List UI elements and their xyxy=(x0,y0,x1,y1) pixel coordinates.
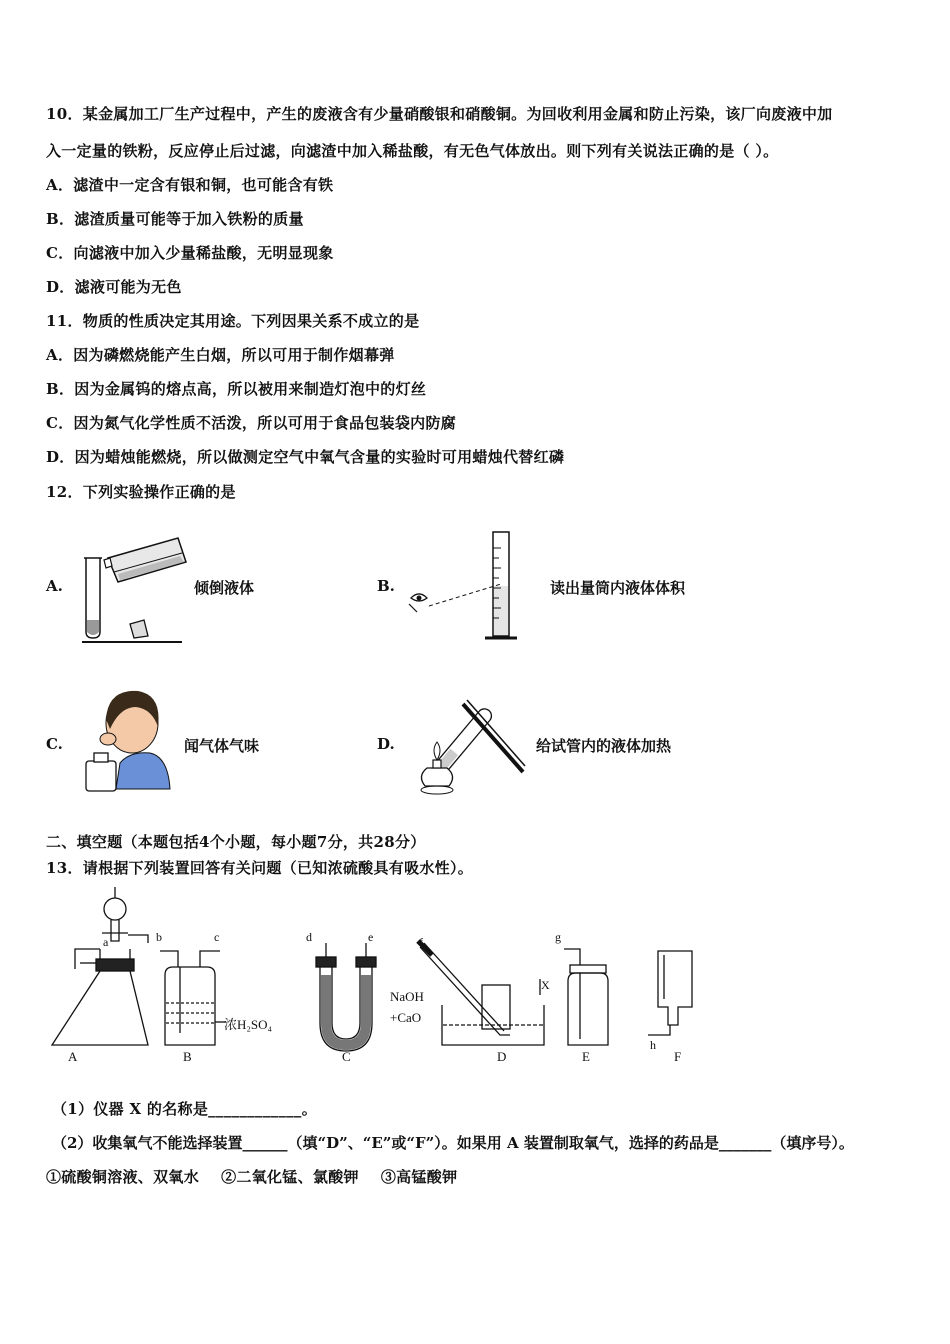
smelling-gas-figure xyxy=(80,683,175,793)
q12-option-c-caption: 闻气体气味 xyxy=(184,737,260,755)
q12-stem: 12．下列实验操作正确的是 xyxy=(46,483,236,501)
reagent-b: 浓H₂SO₄ xyxy=(224,1017,273,1032)
q13-apparatus-figure xyxy=(40,885,720,1070)
q10-stem-line2: 入一定量的铁粉，反应停止后过滤，向滤渣中加入稀盐酸，有无色气体放出。则下列有关说法正确的是（ ）。 xyxy=(46,142,779,160)
q12-option-b-label: B. xyxy=(377,577,395,595)
q13-choices: ①硫酸铜溶液、双氧水 ②二氧化锰、氯酸钾 ③高锰酸钾 xyxy=(46,1168,458,1186)
port-label-x: X xyxy=(541,978,550,992)
apparatus-label-d: D xyxy=(497,1049,507,1064)
q12-option-a-caption: 倾倒液体 xyxy=(194,579,255,597)
port-label-a: a xyxy=(103,935,109,949)
graduated-cylinder-figure xyxy=(405,528,530,646)
q10-option-b: B．滤渣质量可能等于加入铁粉的质量 xyxy=(46,210,304,228)
q11-option-b: B．因为金属钨的熔点高，所以被用来制造灯泡中的灯丝 xyxy=(46,380,427,398)
port-label-c: c xyxy=(214,930,220,944)
q12-option-c-label: C. xyxy=(46,735,63,753)
q12-option-d-caption: 给试管内的液体加热 xyxy=(536,737,672,755)
q11-option-c: C．因为氮气化学性质不活泼，所以可用于食品包装袋内防腐 xyxy=(46,414,457,432)
reagent-c-2: +CaO xyxy=(390,1010,422,1025)
pouring-liquid-figure xyxy=(78,520,190,650)
port-label-h: h xyxy=(650,1038,656,1052)
section2-title: 二、填空题（本题包括4个小题，每小题7分，共28分） xyxy=(46,833,426,851)
reagent-c-1: NaOH xyxy=(390,989,424,1004)
port-label-f: f xyxy=(419,935,423,949)
apparatus-label-b: B xyxy=(183,1049,192,1064)
q10-option-a: A．滤渣中一定含有银和铜，也可能含有铁 xyxy=(46,176,334,194)
q11-option-a: A．因为磷燃烧能产生白烟，所以可用于制作烟幕弹 xyxy=(46,346,395,364)
q12-option-b-caption: 读出量筒内液体体积 xyxy=(550,579,686,597)
q12-option-d-label: D. xyxy=(377,735,395,753)
q11-option-d: D．因为蜡烛能燃烧，所以做测定空气中氧气含量的实验时可用蜡烛代替红磷 xyxy=(46,448,565,466)
apparatus-label-c: C xyxy=(342,1049,351,1064)
q11-stem: 11．物质的性质决定其用途。下列因果关系不成立的是 xyxy=(46,312,420,330)
port-label-d: d xyxy=(306,930,312,944)
apparatus-label-e: E xyxy=(582,1049,590,1064)
port-label-b: b xyxy=(156,930,162,944)
q13-sub1: （1）仪器 X 的名称是____________。 xyxy=(52,1100,318,1118)
heating-test-tube-figure xyxy=(405,690,530,802)
port-label-g: g xyxy=(555,930,561,944)
q10-option-d: D．滤液可能为无色 xyxy=(46,278,182,296)
apparatus-label-a: A xyxy=(68,1049,78,1064)
q12-option-a-label: A. xyxy=(46,577,63,595)
q10-stem-line1: 10．某金属加工厂生产过程中，产生的废液含有少量硝酸银和硝酸铜。为回收利用金属和防止污染，该厂向废液中加 xyxy=(46,105,833,123)
apparatus-label-f: F xyxy=(674,1049,682,1064)
q13-sub2: （2）收集氧气不能选择装置______（填“D”、“E”或“F”）。如果用 A 装置制取氧气，选择的药品是_______（填序号）。 xyxy=(52,1134,854,1152)
q10-option-c: C．向滤液中加入少量稀盐酸，无明显现象 xyxy=(46,244,334,262)
q13-stem: 13．请根据下列装置回答有关问题（已知浓硫酸具有吸水性）。 xyxy=(46,859,474,877)
port-label-e: e xyxy=(368,930,374,944)
